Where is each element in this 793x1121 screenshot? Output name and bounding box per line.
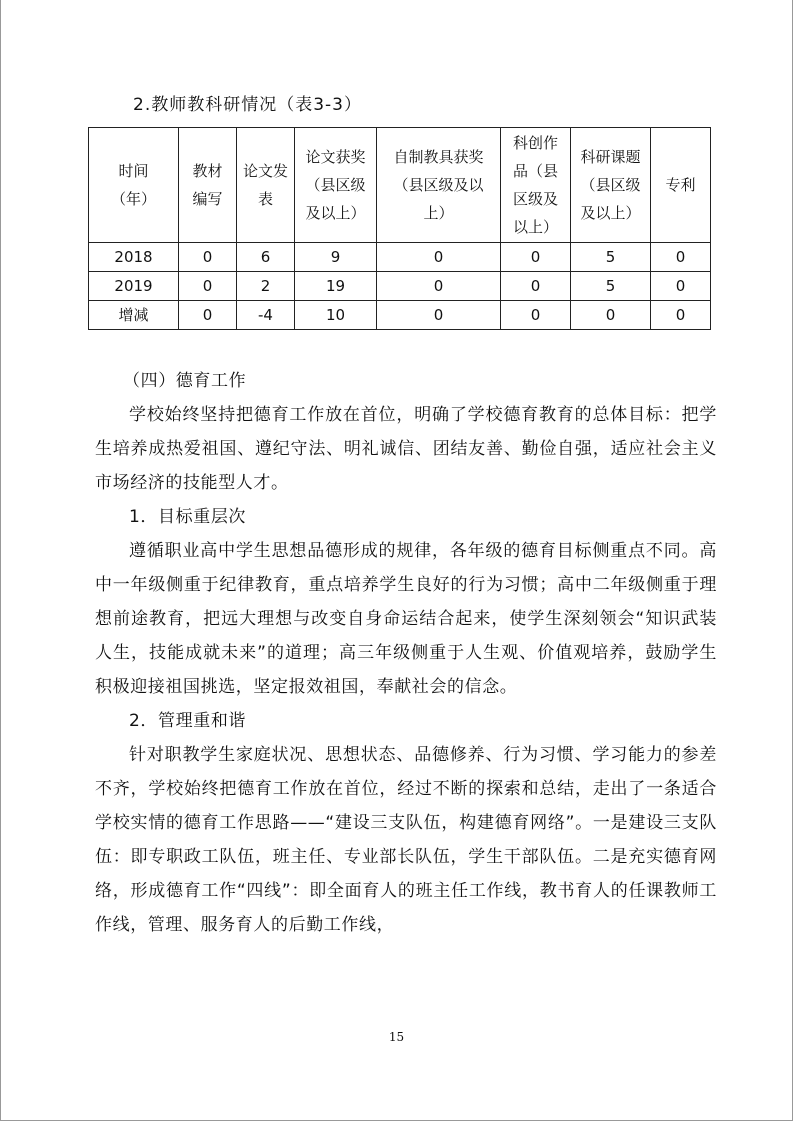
body-text (95, 364, 717, 942)
header-textbook: 教材编写 (179, 128, 237, 243)
header-innovation-works: 科创作品（县区级及以上） (501, 128, 571, 243)
cell-value: 0 (571, 301, 651, 330)
header-patents: 专利 (651, 128, 711, 243)
subsection-paragraph-management: 针对职教学生家庭状况、思想状态、品德修养、行为习惯、学习能力的参差不齐，学校始终把德育工作放在首位，经过不断的探索和总结，走出了一条适合学校实情的德育工作思路——“建设三支队伍，构建德育网络”。一是建设三支队伍：即专职政工队伍，班主任、专业部长队伍，学生干部队伍。二是充实德育网络，形成德育工作“四线”：即全面育人的班主任工作线，教书育人的任课教师工作线，管理、服务育人的后勤工作线， (95, 745, 717, 935)
cell-value: 0 (377, 301, 501, 330)
cell-year: 2019 (89, 272, 179, 301)
cell-value: 10 (295, 301, 377, 330)
table-row (89, 301, 711, 330)
section-intro-paragraph: 学校始终坚持把德育工作放在首位，明确了学校德育教育的总体目标：把学生培养成热爱祖国、遵纪守法、明礼诚信、团结友善、勤俭自强，适应社会主义市场经济的技能型人才。 (95, 405, 717, 493)
cell-change-label: 增减 (89, 301, 179, 330)
cell-value: 0 (501, 272, 571, 301)
subsection-title-goals: 1．目标重层次 (129, 507, 247, 527)
research-stats-table (88, 127, 711, 330)
cell-value: 5 (571, 243, 651, 272)
cell-value: 0 (179, 243, 237, 272)
cell-value: 0 (501, 301, 571, 330)
header-papers: 论文发表 (237, 128, 295, 243)
header-year: 时间（年） (89, 128, 179, 243)
cell-year: 2018 (89, 243, 179, 272)
section-heading: （四）德育工作 (123, 371, 247, 391)
cell-value: 0 (377, 243, 501, 272)
header-research-projects: 科研课题（县区级及以上） (571, 128, 651, 243)
header-teaching-aid-awards: 自制教具获奖（县区级及以上） (377, 128, 501, 243)
cell-value: 5 (571, 272, 651, 301)
cell-value: 0 (501, 243, 571, 272)
cell-value: 9 (295, 243, 377, 272)
cell-value: 6 (237, 243, 295, 272)
cell-value: 0 (377, 272, 501, 301)
cell-value: -4 (237, 301, 295, 330)
table-title: 2.教师教科研情况（表3-3） (133, 95, 362, 115)
header-paper-awards: 论文获奖（县区级及以上） (295, 128, 377, 243)
subsection-paragraph-goals: 遵循职业高中学生思想品德形成的规律，各年级的德育目标侧重点不同。高中一年级侧重于纪律教育，重点培养学生良好的行为习惯；高中二年级侧重于理想前途教育，把远大理想与改变自身命运结合起来，使学生深刻领会“知识武装人生，技能成就未来”的道理；高三年级侧重于人生观、价值观培养，鼓励学生积极迎接祖国挑选，坚定报效祖国，奉献社会的信念。 (95, 541, 717, 697)
cell-value: 0 (179, 301, 237, 330)
page-border-left (0, 0, 1, 1121)
table-row (89, 243, 711, 272)
cell-value: 0 (651, 301, 711, 330)
subsection-title-management: 2．管理重和谐 (129, 711, 247, 731)
cell-value: 2 (237, 272, 295, 301)
table-row (89, 272, 711, 301)
page-number: 15 (388, 1030, 405, 1044)
cell-value: 19 (295, 272, 377, 301)
table-header-row (89, 128, 711, 243)
cell-value: 0 (651, 243, 711, 272)
cell-value: 0 (651, 272, 711, 301)
cell-value: 0 (179, 272, 237, 301)
